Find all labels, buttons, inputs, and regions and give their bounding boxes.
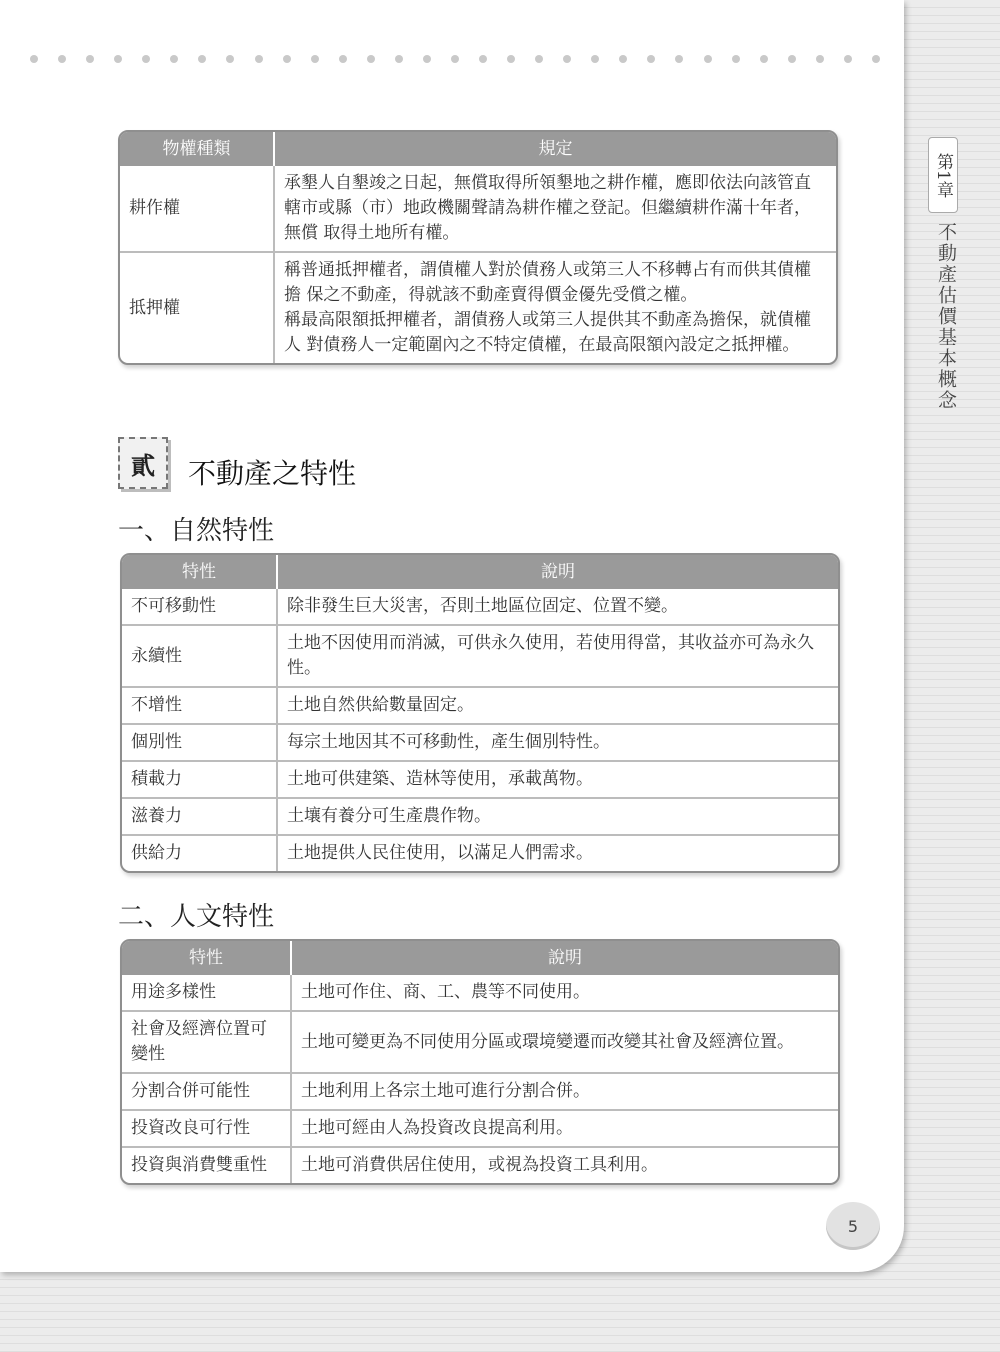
table-row [122,975,838,1010]
property-rights-table [118,130,838,365]
table-cell: 土地不因使用而消滅，可供永久使用，若使用得當，其收益亦可為永久性。 [276,624,838,686]
cell-paragraph: 稱普通抵押權者，謂債權人對於債務人或第三人不移轉占有而供其債權擔 保之不動產，得就該不動產賣得價金優先受償之權。 [284,260,811,305]
column-header: 規定 [273,132,836,166]
table-cell: 抵押權 [120,251,273,363]
table-row [120,251,836,363]
table-cell: 滋養力 [122,797,276,834]
table-row [122,1010,838,1072]
table-row [122,1072,838,1109]
cell-paragraph: 稱最高限額抵押權者，謂債務人或第三人提供其不動產為擔保，就債權人 對債務人一定範圍內之不特定債權，在最高限額內設定之抵押權。 [284,310,811,355]
table-cell: 土地可消費供居住使用，或視為投資工具利用。 [290,1146,838,1183]
table-cell: 除非發生巨大災害，否則土地區位固定、位置不變。 [276,589,838,624]
table-cell: 耕作權 [129,198,180,218]
page-number: 5 [826,1202,880,1250]
table-cell: 用途多樣性 [131,982,216,1002]
table-row [122,723,838,760]
section-title: 不動產之特性 [188,457,357,490]
table-cell: 不增性 [122,686,276,723]
table-cell: 土地利用上各宗土地可進行分割合併。 [290,1072,838,1109]
table-cell: 積載力 [122,760,276,797]
table-cell: 永續性 [122,624,276,686]
table-cell: 分割合併可能性 [122,1072,290,1109]
table-row [122,1109,838,1146]
table-cell [273,251,836,363]
table-row [120,166,836,251]
table-row [122,1146,838,1183]
table-cell: 土地自然供給數量固定。 [276,686,838,723]
column-header: 物權種類 [120,132,273,166]
table-row [122,760,838,797]
table-header-row [120,132,836,166]
table-row [122,834,838,871]
table-cell: 個別性 [122,723,276,760]
table-cell: 土地可供建築、造林等使用，承載萬物。 [276,760,838,797]
dot-divider [30,55,880,67]
column-header: 說明 [290,941,838,975]
section-badge: 貳 [118,437,168,489]
column-header: 說明 [276,555,838,589]
table-cell: 土地提供人民住使用，以滿足人們需求。 [276,834,838,871]
table-row [122,589,838,624]
subsection-title: 二、人文特性 [118,902,275,932]
chapter-title: 不動產估價基本概念 [935,222,957,411]
table-cell: 不可移動性 [131,596,216,616]
subsection-title: 一、自然特性 [118,516,275,546]
table-cell: 土地可作住、商、工、農等不同使用。 [290,975,838,1010]
table-cell: 每宗土地因其不可移動性，產生個別特性。 [276,723,838,760]
table-header-row [122,555,838,589]
table-cell: 社會及經濟位置可變性 [122,1010,290,1072]
table-row [122,686,838,723]
table-cell: 供給力 [122,834,276,871]
column-header: 特性 [122,941,290,975]
chapter-tab: 第1章 [928,137,958,213]
table-cell: 土壤有養分可生產農作物。 [276,797,838,834]
table-cell: 土地可變更為不同使用分區或環境變遷而改變其社會及經濟位置。 [290,1010,838,1072]
table-cell: 土地可經由人為投資改良提高利用。 [290,1109,838,1146]
table-cell: 承墾人自墾竣之日起，無償取得所領墾地之耕作權，應即依法向該管直轄市或縣（市）地政機關聲請為耕作權之登記。但繼續耕作滿十年者，無償 取得土地所有權。 [273,166,836,251]
table-cell: 投資與消費雙重性 [122,1146,290,1183]
table-row [122,624,838,686]
table-header-row [122,941,838,975]
table-row [122,797,838,834]
table-cell: 投資改良可行性 [122,1109,290,1146]
natural-characteristics-table [120,553,840,873]
cultural-characteristics-table [120,939,840,1185]
column-header: 特性 [122,555,276,589]
